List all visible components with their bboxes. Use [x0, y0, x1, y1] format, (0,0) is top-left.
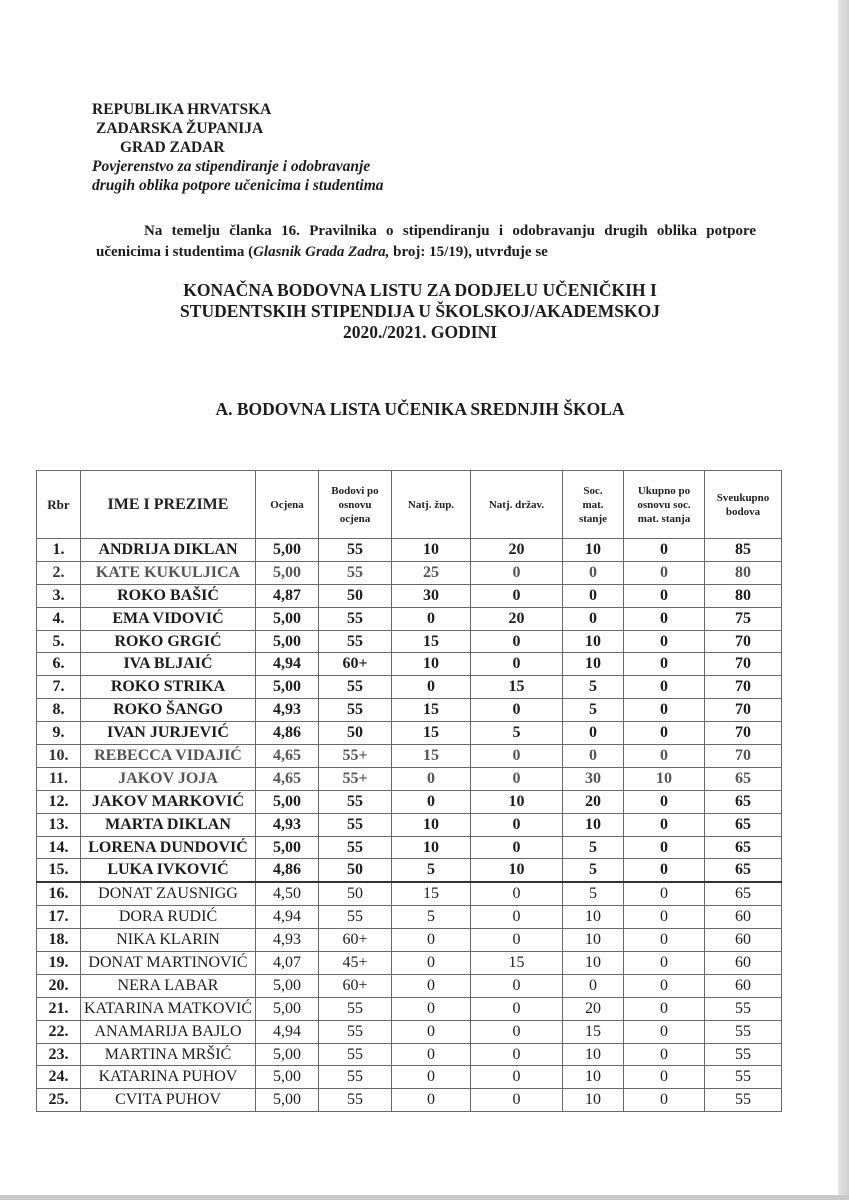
- cell-name: LUKA IVKOVIĆ: [81, 859, 256, 882]
- cell-ocjena: 5,00: [256, 1089, 319, 1112]
- cell-bodovi: 50: [319, 722, 392, 745]
- cell-sveukupno: 70: [705, 676, 782, 699]
- intro-text-2: broj: 15/19), utvrđuje se: [389, 244, 548, 260]
- cell-natj-drzav: 0: [471, 813, 563, 836]
- cell-sveukupno: 55: [705, 1066, 782, 1089]
- cell-bodovi: 55: [319, 539, 392, 562]
- document-header: [92, 100, 384, 195]
- cell-rbr: 8.: [37, 699, 81, 722]
- cell-ukupno-soc: 10: [624, 767, 705, 790]
- col-header-natj-drzav: Natj. držav.: [471, 471, 563, 539]
- cell-ocjena: 5,00: [256, 997, 319, 1020]
- cell-natj-zup: 0: [392, 790, 471, 813]
- cell-ukupno-soc: 0: [624, 676, 705, 699]
- cell-natj-drzav: 0: [471, 1043, 563, 1066]
- cell-bodovi: 55: [319, 790, 392, 813]
- cell-sveukupno: 65: [705, 813, 782, 836]
- cell-rbr: 22.: [37, 1020, 81, 1043]
- cell-soc: 0: [563, 745, 624, 768]
- cell-natj-drzav: 0: [471, 561, 563, 584]
- table-row: [37, 952, 782, 975]
- cell-name: NIKA KLARIN: [81, 929, 256, 952]
- cell-bodovi: 60+: [319, 974, 392, 997]
- cell-name: DONAT MARTINOVIĆ: [81, 952, 256, 975]
- cell-bodovi: 55: [319, 699, 392, 722]
- cell-ukupno-soc: 0: [624, 584, 705, 607]
- cell-natj-drzav: 0: [471, 974, 563, 997]
- cell-sveukupno: 65: [705, 836, 782, 859]
- cell-natj-zup: 0: [392, 929, 471, 952]
- cell-natj-drzav: 0: [471, 929, 563, 952]
- cell-soc: 10: [563, 929, 624, 952]
- header-city: GRAD ZADAR: [120, 139, 225, 156]
- cell-bodovi: 55: [319, 1066, 392, 1089]
- cell-natj-zup: 5: [392, 859, 471, 882]
- intro-italic-source: Glasnik Grada Zadra,: [253, 244, 390, 260]
- table-row: [37, 1043, 782, 1066]
- cell-ukupno-soc: 0: [624, 813, 705, 836]
- cell-ukupno-soc: 0: [624, 1089, 705, 1112]
- cell-soc: 10: [563, 630, 624, 653]
- cell-bodovi: 45+: [319, 952, 392, 975]
- cell-natj-zup: 10: [392, 813, 471, 836]
- scores-table: [36, 470, 782, 1112]
- cell-ocjena: 4,86: [256, 722, 319, 745]
- cell-natj-drzav: 5: [471, 722, 563, 745]
- cell-natj-zup: 15: [392, 745, 471, 768]
- cell-natj-zup: 0: [392, 974, 471, 997]
- cell-natj-zup: 10: [392, 836, 471, 859]
- cell-soc: 10: [563, 1043, 624, 1066]
- cell-natj-drzav: 0: [471, 1066, 563, 1089]
- cell-soc: 10: [563, 1066, 624, 1089]
- cell-sveukupno: 65: [705, 882, 782, 905]
- cell-name: MARTINA MRŠIĆ: [81, 1043, 256, 1066]
- cell-natj-zup: 15: [392, 882, 471, 905]
- cell-ocjena: 4,94: [256, 1020, 319, 1043]
- cell-natj-zup: 0: [392, 1043, 471, 1066]
- page-edge: [838, 0, 849, 1200]
- cell-sveukupno: 70: [705, 699, 782, 722]
- cell-rbr: 20.: [37, 974, 81, 997]
- cell-natj-drzav: 0: [471, 630, 563, 653]
- table-row: [37, 699, 782, 722]
- document-title: [80, 280, 760, 343]
- cell-ukupno-soc: 0: [624, 561, 705, 584]
- cell-rbr: 14.: [37, 836, 81, 859]
- cell-ocjena: 5,00: [256, 607, 319, 630]
- cell-ukupno-soc: 0: [624, 906, 705, 929]
- cell-ukupno-soc: 0: [624, 630, 705, 653]
- cell-soc: 5: [563, 859, 624, 882]
- table-row: [37, 906, 782, 929]
- cell-bodovi: 60+: [319, 929, 392, 952]
- cell-ocjena: 5,00: [256, 561, 319, 584]
- intro-text-1: Na temelju članka 16. Pravilnika o stipendiranju i odobravanju drugih oblika potpore učenicima i studentima (: [96, 223, 756, 260]
- cell-bodovi: 55: [319, 607, 392, 630]
- cell-sveukupno: 85: [705, 539, 782, 562]
- cell-sveukupno: 80: [705, 584, 782, 607]
- cell-soc: 0: [563, 722, 624, 745]
- table-header-row: [37, 471, 782, 539]
- cell-sveukupno: 65: [705, 859, 782, 882]
- cell-bodovi: 55+: [319, 767, 392, 790]
- cell-ukupno-soc: 0: [624, 929, 705, 952]
- cell-sveukupno: 65: [705, 790, 782, 813]
- table-row: [37, 997, 782, 1020]
- cell-name: MARTA DIKLAN: [81, 813, 256, 836]
- table-row: [37, 676, 782, 699]
- cell-ukupno-soc: 0: [624, 859, 705, 882]
- table-row: [37, 790, 782, 813]
- cell-natj-drzav: 20: [471, 607, 563, 630]
- cell-ukupno-soc: 0: [624, 1066, 705, 1089]
- col-header-ocjena: Ocjena: [256, 471, 319, 539]
- cell-bodovi: 55: [319, 906, 392, 929]
- col-header-ukupno-soc: Ukupno po osnovu soc. mat. stanja: [624, 471, 705, 539]
- cell-sveukupno: 55: [705, 1020, 782, 1043]
- col-header-rbr: Rbr: [37, 471, 81, 539]
- header-committee-line1: Povjerenstvo za stipendiranje i odobravanje: [92, 158, 371, 175]
- col-header-name: IME I PREZIME: [81, 471, 256, 539]
- cell-sveukupno: 70: [705, 630, 782, 653]
- col-header-sveukupno: Sveukupno bodova: [705, 471, 782, 539]
- cell-natj-drzav: 10: [471, 790, 563, 813]
- cell-ocjena: 5,00: [256, 539, 319, 562]
- cell-bodovi: 55: [319, 1089, 392, 1112]
- table-row: [37, 584, 782, 607]
- cell-soc: 10: [563, 1089, 624, 1112]
- cell-name: LORENA DUNDOVIĆ: [81, 836, 256, 859]
- cell-ocjena: 5,00: [256, 1066, 319, 1089]
- cell-natj-drzav: 0: [471, 1089, 563, 1112]
- cell-ocjena: 4,93: [256, 929, 319, 952]
- cell-ocjena: 5,00: [256, 836, 319, 859]
- cell-bodovi: 55: [319, 813, 392, 836]
- cell-natj-zup: 0: [392, 676, 471, 699]
- cell-rbr: 24.: [37, 1066, 81, 1089]
- cell-soc: 5: [563, 836, 624, 859]
- cell-name: IVA BLJAIĆ: [81, 653, 256, 676]
- cell-bodovi: 50: [319, 882, 392, 905]
- table-row: [37, 859, 782, 882]
- cell-natj-zup: 15: [392, 722, 471, 745]
- cell-rbr: 11.: [37, 767, 81, 790]
- cell-name: DONAT ZAUSNIGG: [81, 882, 256, 905]
- cell-name: JAKOV MARKOVIĆ: [81, 790, 256, 813]
- table-row: [37, 539, 782, 562]
- cell-sveukupno: 60: [705, 974, 782, 997]
- cell-soc: 10: [563, 653, 624, 676]
- page-edge-bottom: [0, 1195, 849, 1200]
- cell-name: IVAN JURJEVIĆ: [81, 722, 256, 745]
- cell-name: KATARINA MATKOVIĆ: [81, 997, 256, 1020]
- cell-sveukupno: 70: [705, 653, 782, 676]
- cell-natj-zup: 0: [392, 607, 471, 630]
- cell-natj-zup: 0: [392, 1066, 471, 1089]
- cell-ukupno-soc: 0: [624, 836, 705, 859]
- col-header-natj-zup: Natj. žup.: [392, 471, 471, 539]
- cell-ocjena: 5,00: [256, 1043, 319, 1066]
- cell-natj-zup: 0: [392, 1020, 471, 1043]
- cell-name: REBECCA VIDAJIĆ: [81, 745, 256, 768]
- cell-name: ROKO BAŠIĆ: [81, 584, 256, 607]
- cell-rbr: 4.: [37, 607, 81, 630]
- cell-bodovi: 55: [319, 561, 392, 584]
- cell-ocjena: 4,50: [256, 882, 319, 905]
- cell-name: ROKO ŠANGO: [81, 699, 256, 722]
- table-row: [37, 882, 782, 905]
- cell-soc: 10: [563, 906, 624, 929]
- cell-bodovi: 55: [319, 836, 392, 859]
- cell-rbr: 19.: [37, 952, 81, 975]
- cell-bodovi: 60+: [319, 653, 392, 676]
- cell-natj-zup: 25: [392, 561, 471, 584]
- cell-ocjena: 4,87: [256, 584, 319, 607]
- intro-paragraph: [96, 221, 756, 263]
- cell-natj-drzav: 0: [471, 906, 563, 929]
- table-body: [37, 539, 782, 1112]
- cell-sveukupno: 60: [705, 929, 782, 952]
- cell-soc: 0: [563, 607, 624, 630]
- cell-bodovi: 50: [319, 584, 392, 607]
- cell-name: EMA VIDOVIĆ: [81, 607, 256, 630]
- cell-natj-zup: 0: [392, 767, 471, 790]
- cell-name: JAKOV JOJA: [81, 767, 256, 790]
- cell-sveukupno: 65: [705, 767, 782, 790]
- cell-rbr: 5.: [37, 630, 81, 653]
- cell-rbr: 15.: [37, 859, 81, 882]
- cell-rbr: 7.: [37, 676, 81, 699]
- cell-natj-drzav: 0: [471, 1020, 563, 1043]
- cell-rbr: 16.: [37, 882, 81, 905]
- cell-rbr: 18.: [37, 929, 81, 952]
- table-row: [37, 607, 782, 630]
- cell-sveukupno: 70: [705, 745, 782, 768]
- section-title: A. BODOVNA LISTA UČENIKA SREDNJIH ŠKOLA: [215, 399, 625, 419]
- cell-name: ROKO GRGIĆ: [81, 630, 256, 653]
- cell-ocjena: 4,94: [256, 906, 319, 929]
- cell-ocjena: 4,65: [256, 767, 319, 790]
- cell-ukupno-soc: 0: [624, 1043, 705, 1066]
- cell-bodovi: 50: [319, 859, 392, 882]
- table-row: [37, 630, 782, 653]
- cell-ukupno-soc: 0: [624, 653, 705, 676]
- cell-ocjena: 4,07: [256, 952, 319, 975]
- cell-soc: 5: [563, 882, 624, 905]
- cell-soc: 30: [563, 767, 624, 790]
- cell-ocjena: 4,86: [256, 859, 319, 882]
- cell-ukupno-soc: 0: [624, 722, 705, 745]
- cell-rbr: 6.: [37, 653, 81, 676]
- cell-sveukupno: 60: [705, 952, 782, 975]
- cell-name: ROKO STRIKA: [81, 676, 256, 699]
- table-row: [37, 813, 782, 836]
- cell-sveukupno: 55: [705, 1089, 782, 1112]
- table-row: [37, 767, 782, 790]
- cell-natj-drzav: 0: [471, 767, 563, 790]
- cell-soc: 20: [563, 997, 624, 1020]
- cell-rbr: 17.: [37, 906, 81, 929]
- cell-bodovi: 55: [319, 1020, 392, 1043]
- title-line-3: 2020./2021. GODINI: [342, 322, 498, 342]
- cell-rbr: 9.: [37, 722, 81, 745]
- title-line-2: STUDENTSKIH STIPENDIJA U ŠKOLSKOJ/AKADEMSKOJ: [180, 301, 660, 321]
- table-row: [37, 1020, 782, 1043]
- cell-natj-drzav: 0: [471, 653, 563, 676]
- cell-sveukupno: 55: [705, 1043, 782, 1066]
- cell-natj-zup: 0: [392, 1089, 471, 1112]
- cell-ukupno-soc: 0: [624, 882, 705, 905]
- cell-bodovi: 55+: [319, 745, 392, 768]
- title-line-1: KONAČNA BODOVNA LISTU ZA DODJELU UČENIČKIH I: [183, 280, 657, 300]
- cell-rbr: 10.: [37, 745, 81, 768]
- cell-ocjena: 5,00: [256, 676, 319, 699]
- cell-soc: 0: [563, 974, 624, 997]
- cell-ukupno-soc: 0: [624, 790, 705, 813]
- cell-name: NERA LABAR: [81, 974, 256, 997]
- cell-rbr: 1.: [37, 539, 81, 562]
- cell-natj-drzav: 20: [471, 539, 563, 562]
- col-header-bodovi: Bodovi po osnovu ocjena: [319, 471, 392, 539]
- table-row: [37, 1089, 782, 1112]
- cell-ocjena: 5,00: [256, 630, 319, 653]
- cell-bodovi: 55: [319, 1043, 392, 1066]
- cell-ocjena: 5,00: [256, 974, 319, 997]
- cell-natj-drzav: 0: [471, 745, 563, 768]
- cell-rbr: 21.: [37, 997, 81, 1020]
- cell-soc: 5: [563, 676, 624, 699]
- cell-rbr: 25.: [37, 1089, 81, 1112]
- cell-ukupno-soc: 0: [624, 539, 705, 562]
- cell-ukupno-soc: 0: [624, 607, 705, 630]
- cell-ocjena: 4,93: [256, 813, 319, 836]
- cell-rbr: 3.: [37, 584, 81, 607]
- cell-sveukupno: 70: [705, 722, 782, 745]
- table-row: [37, 653, 782, 676]
- cell-soc: 20: [563, 790, 624, 813]
- cell-rbr: 12.: [37, 790, 81, 813]
- cell-natj-drzav: 15: [471, 676, 563, 699]
- header-county: ZADARSKA ŽUPANIJA: [96, 120, 264, 137]
- cell-bodovi: 55: [319, 676, 392, 699]
- table-row: [37, 836, 782, 859]
- cell-natj-zup: 15: [392, 630, 471, 653]
- cell-natj-zup: 10: [392, 653, 471, 676]
- cell-natj-drzav: 15: [471, 952, 563, 975]
- cell-rbr: 13.: [37, 813, 81, 836]
- cell-natj-zup: 0: [392, 952, 471, 975]
- header-republic: REPUBLIKA HRVATSKA: [92, 101, 272, 118]
- cell-soc: 10: [563, 952, 624, 975]
- cell-ukupno-soc: 0: [624, 699, 705, 722]
- table-row: [37, 929, 782, 952]
- cell-ocjena: 4,94: [256, 653, 319, 676]
- table-row: [37, 722, 782, 745]
- cell-soc: 10: [563, 813, 624, 836]
- cell-ocjena: 4,93: [256, 699, 319, 722]
- cell-soc: 5: [563, 699, 624, 722]
- cell-natj-drzav: 0: [471, 584, 563, 607]
- cell-ukupno-soc: 0: [624, 1020, 705, 1043]
- header-committee-line2: drugih oblika potpore učenicima i studentima: [92, 177, 384, 194]
- table-row: [37, 1066, 782, 1089]
- cell-ukupno-soc: 0: [624, 952, 705, 975]
- cell-bodovi: 55: [319, 997, 392, 1020]
- cell-rbr: 2.: [37, 561, 81, 584]
- cell-soc: 0: [563, 584, 624, 607]
- cell-ocjena: 5,00: [256, 790, 319, 813]
- cell-name: DORA RUDIĆ: [81, 906, 256, 929]
- cell-natj-zup: 15: [392, 699, 471, 722]
- cell-natj-zup: 10: [392, 539, 471, 562]
- cell-name: KATARINA PUHOV: [81, 1066, 256, 1089]
- cell-name: CVITA PUHOV: [81, 1089, 256, 1112]
- cell-natj-zup: 5: [392, 906, 471, 929]
- cell-sveukupno: 75: [705, 607, 782, 630]
- cell-ukupno-soc: 0: [624, 745, 705, 768]
- table-row: [37, 745, 782, 768]
- cell-rbr: 23.: [37, 1043, 81, 1066]
- cell-bodovi: 55: [319, 630, 392, 653]
- cell-soc: 0: [563, 561, 624, 584]
- cell-name: ANAMARIJA BAJLO: [81, 1020, 256, 1043]
- cell-soc: 15: [563, 1020, 624, 1043]
- cell-sveukupno: 80: [705, 561, 782, 584]
- col-header-soc: Soc. mat. stanje: [563, 471, 624, 539]
- cell-soc: 10: [563, 539, 624, 562]
- cell-ukupno-soc: 0: [624, 974, 705, 997]
- cell-natj-drzav: 10: [471, 859, 563, 882]
- cell-natj-drzav: 0: [471, 836, 563, 859]
- cell-natj-drzav: 0: [471, 882, 563, 905]
- table-row: [37, 974, 782, 997]
- cell-ukupno-soc: 0: [624, 997, 705, 1020]
- cell-sveukupno: 55: [705, 997, 782, 1020]
- table-row: [37, 561, 782, 584]
- cell-name: KATE KUKULJICA: [81, 561, 256, 584]
- cell-ocjena: 4,65: [256, 745, 319, 768]
- cell-sveukupno: 60: [705, 906, 782, 929]
- cell-name: ANDRIJA DIKLAN: [81, 539, 256, 562]
- cell-natj-zup: 30: [392, 584, 471, 607]
- cell-natj-drzav: 0: [471, 997, 563, 1020]
- cell-natj-drzav: 0: [471, 699, 563, 722]
- cell-natj-zup: 0: [392, 997, 471, 1020]
